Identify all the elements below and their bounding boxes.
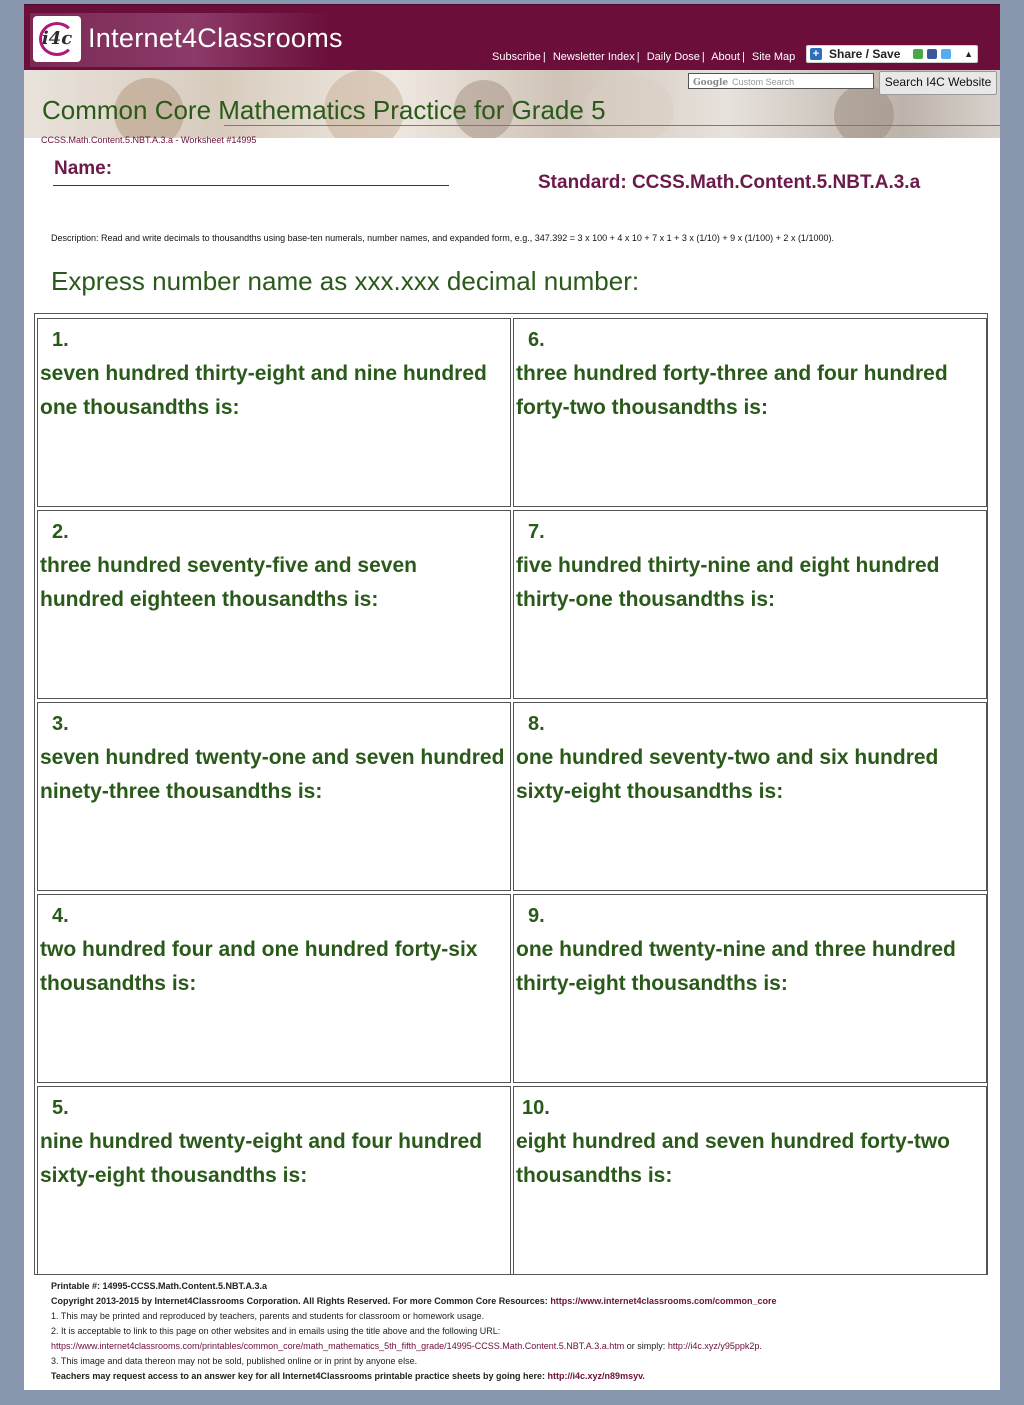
question-text: three hundred forty-three and four hundred forty-two thousandths is: [516,362,948,419]
description: Description: Read and write decimals to thousandths using base-ten numerals, number names, and expanded form, e.g., 347.392 = 3 x 100 + 4 x 10 + 7 x 1 + 3 x (1/10) + 9 x (1/100) + 2 x (1/1000). [51,233,834,243]
share-save-label: Share / Save [829,47,901,61]
question-number: 2. [52,521,69,543]
twitter-icon [941,49,951,59]
nav-separator: | [741,51,745,63]
worksheet-page [24,4,1000,1390]
question-text: one hundred seventy-two and six hundred sixty-eight thousandths is: [516,746,939,803]
search-input[interactable] [688,73,874,89]
site-logo[interactable] [30,13,343,67]
share-dropdown-icon: ▲ [964,49,973,59]
question-number: 9. [528,905,545,927]
share-email-icon [913,49,923,59]
short-url-link[interactable]: http://i4c.xyz/y95ppk2p. [667,1341,762,1351]
answer-key-line [51,1369,981,1384]
hero-banner [24,70,1000,138]
answer-key-link[interactable]: http://i4c.xyz/n89msyv. [547,1371,645,1381]
page-title: Common Core Mathematics Practice for Grade 5 [42,95,606,125]
nav-site-map[interactable]: Site Map [751,51,796,63]
name-line [53,184,449,186]
nav-separator: | [636,51,640,63]
name-label: Name: [54,158,113,179]
standard-label: Standard: CCSS.Math.Content.5.NBT.A.3.a [538,172,921,193]
site-banner [24,4,1000,71]
nav-subscribe[interactable]: Subscribe [492,51,541,63]
search-placeholder: Custom Search [732,77,795,87]
i4c-logo-icon [33,16,81,62]
question-cell [513,1086,987,1275]
nav-separator: | [542,51,546,63]
worksheet-id: CCSS.Math.Content.5.NBT.A.3.a - Worksheet #14995 [41,135,257,145]
nav-newsletter-index[interactable]: Newsletter Index [552,51,635,63]
worksheet-footer [51,1279,981,1384]
question-number: 10. [522,1097,550,1119]
question-text: seven hundred twenty-one and seven hundred ninety-three thousandths is: [40,746,505,803]
copyright-line [51,1294,981,1309]
question-number: 3. [52,713,69,735]
nav-separator: | [701,51,705,63]
question-number: 8. [528,713,545,735]
question-cell [37,702,511,891]
search-button[interactable]: Search I4C Website [879,71,997,95]
question-number: 4. [52,905,69,927]
usage-note-1: 1. This may be printed and reproduced by teachers, parents and students for classroom or homework usage. [51,1311,485,1321]
common-core-link[interactable]: https://www.internet4classrooms.com/common_core [550,1296,777,1306]
share-save-button[interactable] [806,45,978,63]
question-text: two hundred four and one hundred forty-six thousandths is: [40,938,478,995]
question-cell [513,702,987,891]
question-number: 1. [52,329,69,351]
top-navigation [492,51,795,63]
question-number: 6. [528,329,545,351]
usage-note-3: 3. This image and data thereon may not be sold, published online or in print by anyone else. [51,1356,418,1366]
share-plus-icon: + [810,48,822,60]
question-cell [37,1086,511,1275]
url-line [51,1339,981,1354]
question-text: three hundred seventy-five and seven hundred eighteen thousandths is: [40,554,417,611]
question-cell [513,318,987,507]
question-cell [37,318,511,507]
printable-number: Printable #: 14995-CCSS.Math.Content.5.NBT.A.3.a [51,1281,268,1291]
answer-key-text: Teachers may request access to an answer key for all Internet4Classrooms printable practice sheets by going here: [51,1371,546,1381]
question-text: seven hundred thirty-eight and nine hundred one thousandths is: [40,362,487,419]
question-cell [37,894,511,1083]
google-brand: Google [693,78,729,88]
nav-about[interactable]: About [711,51,740,63]
or-simply-text: or simply: [626,1341,666,1351]
question-cell [37,510,511,699]
question-text: five hundred thirty-nine and eight hundred thirty-one thousandths is: [516,554,940,611]
question-grid [34,313,988,1275]
question-text: eight hundred and seven hundred forty-two thousandths is: [516,1130,951,1187]
logo-text: Internet4Classrooms [88,23,343,53]
question-text: nine hundred twenty-eight and four hundred sixty-eight thousandths is: [40,1130,483,1187]
title-divider [224,125,1000,126]
facebook-icon [927,49,937,59]
worksheet-url-link[interactable]: https://www.internet4classrooms.com/printables/common_core/math_mathematics_5th_fifth_grade/14995-CCSS.Math.Content.5.NBT.A.3.a.htm [51,1341,625,1351]
question-number: 5. [52,1097,69,1119]
logo-badge-text: i4c [41,28,73,49]
usage-note-2: 2. It is acceptable to link to this page on other websites and in emails using the title above and the following URL: [51,1326,501,1336]
nav-daily-dose[interactable]: Daily Dose [646,51,700,63]
question-number: 7. [528,521,545,543]
question-cell [513,510,987,699]
question-text: one hundred twenty-nine and three hundred thirty-eight thousandths is: [516,938,956,995]
instructions: Express number name as xxx.xxx decimal number: [51,266,640,296]
copyright-text: Copyright 2013-2015 by Internet4Classrooms Corporation. All Rights Reserved. For more Common Core Resources: [51,1296,548,1306]
question-cell [513,894,987,1083]
